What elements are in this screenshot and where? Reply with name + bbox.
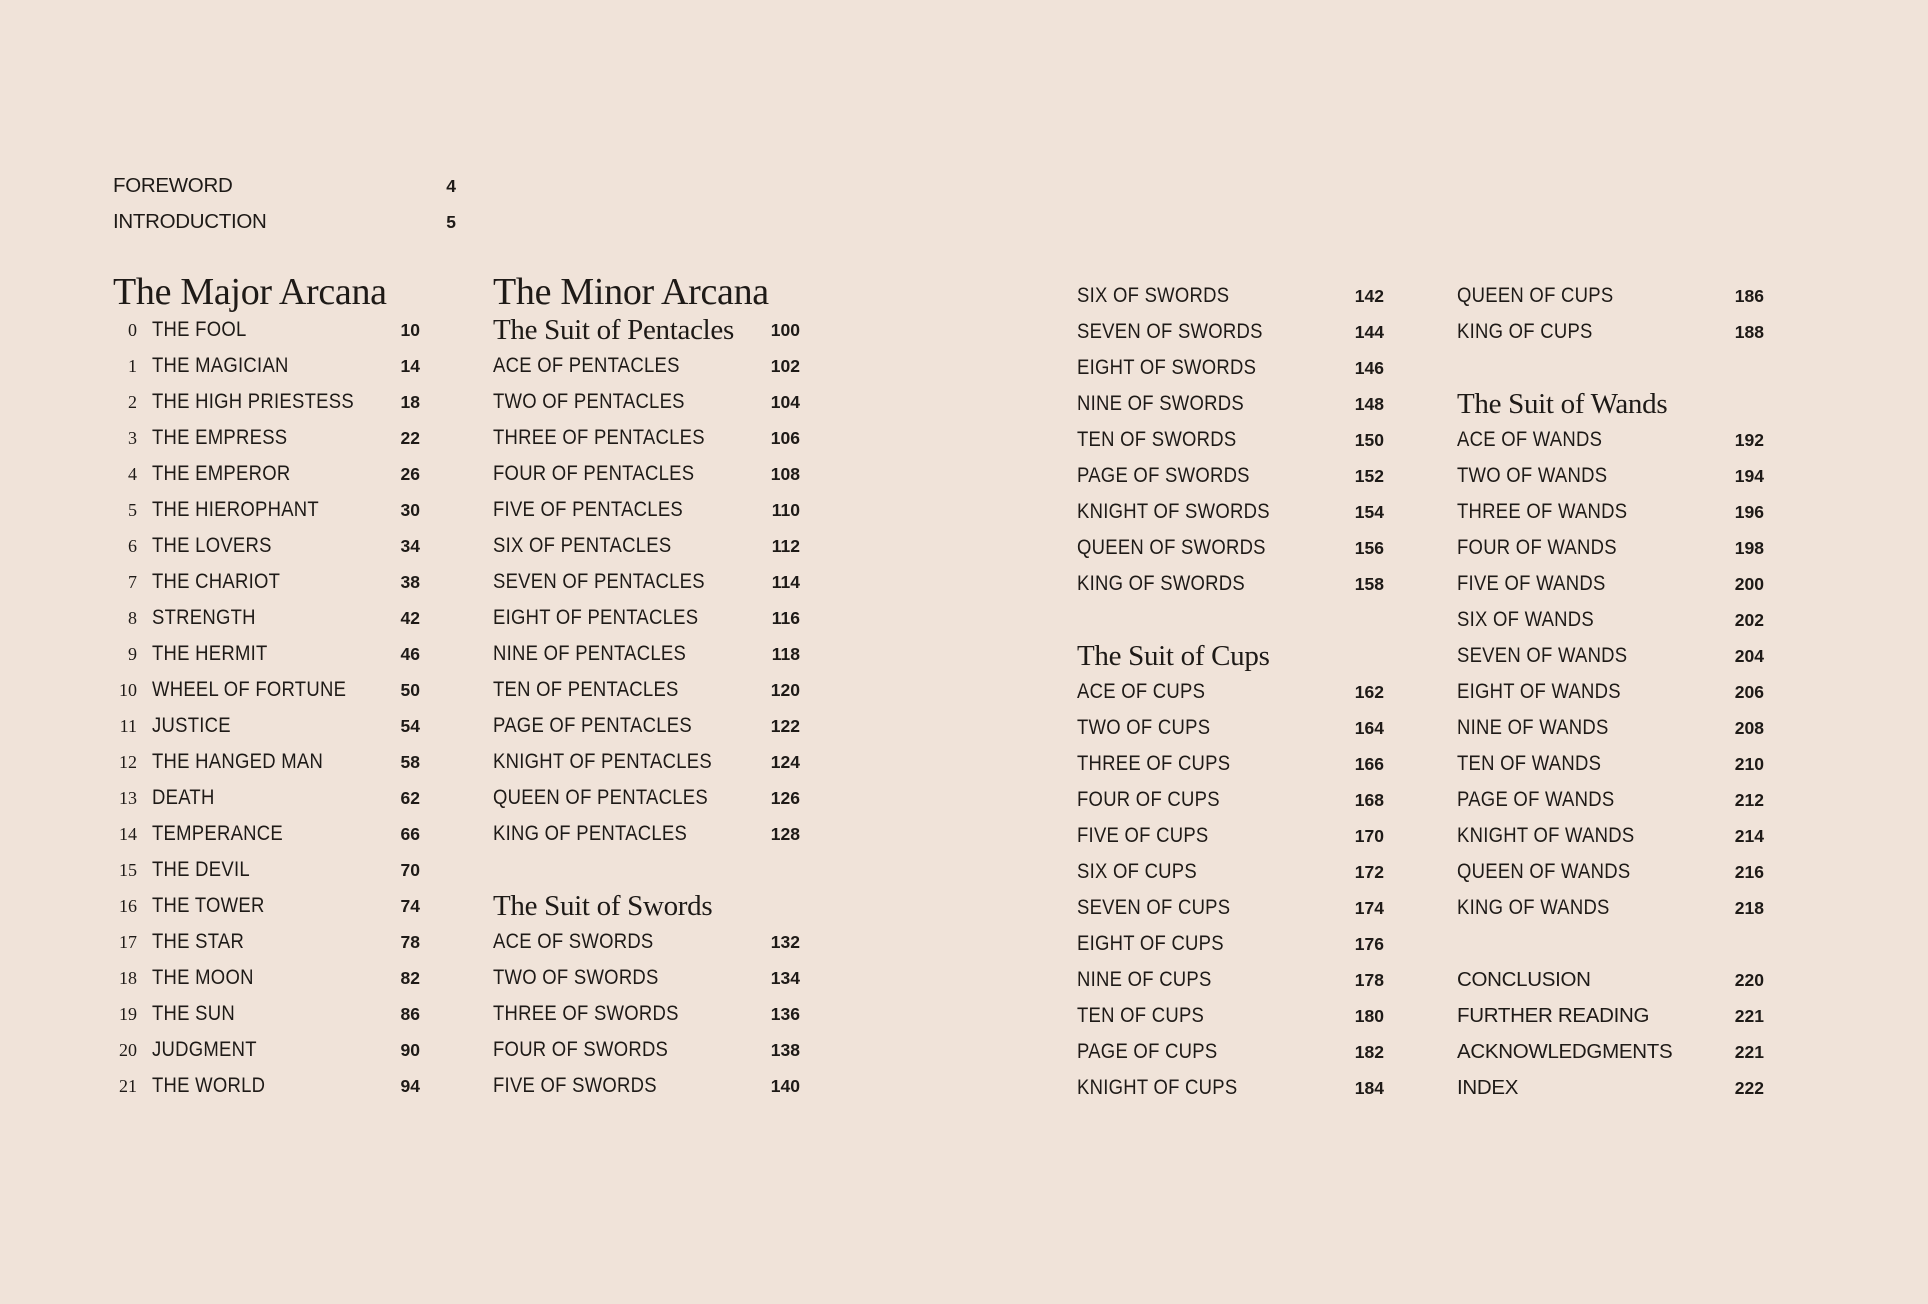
toc-entry-page: 124 bbox=[770, 752, 800, 772]
toc-entry-pentacles[interactable] bbox=[493, 816, 800, 852]
toc-entry-page: 54 bbox=[400, 716, 420, 736]
toc-entry-major[interactable] bbox=[113, 924, 420, 960]
toc-entry-label: ACE OF PENTACLES bbox=[493, 354, 680, 377]
front-matter-list bbox=[113, 168, 456, 240]
toc-entry-page: 208 bbox=[1734, 718, 1764, 738]
toc-entry-page: 128 bbox=[770, 824, 800, 844]
toc-entry-label: PAGE OF PENTACLES bbox=[493, 714, 692, 737]
toc-entry-further-reading[interactable] bbox=[1457, 998, 1764, 1034]
card-number: 12 bbox=[119, 752, 137, 772]
swords-list-part1 bbox=[493, 924, 800, 1104]
toc-entry-cups[interactable] bbox=[1077, 674, 1384, 710]
toc-entry-label: FIVE OF PENTACLES bbox=[493, 498, 684, 521]
toc-entry-page: 132 bbox=[770, 932, 800, 952]
toc-entry-major[interactable] bbox=[113, 312, 420, 348]
toc-entry-page: 156 bbox=[1354, 538, 1384, 558]
toc-entry-major[interactable] bbox=[113, 1032, 420, 1068]
toc-entry-label: THE FOOL bbox=[152, 318, 247, 341]
card-number: 4 bbox=[128, 464, 137, 484]
toc-entry-page: 66 bbox=[400, 824, 420, 844]
toc-entry-page: 86 bbox=[400, 1004, 420, 1024]
toc-entry-page: 18 bbox=[400, 392, 420, 412]
card-number: 16 bbox=[119, 896, 137, 916]
toc-entry-wands[interactable] bbox=[1457, 566, 1764, 602]
toc-entry-pentacles[interactable] bbox=[493, 672, 800, 708]
toc-entry-label: FIVE OF WANDS bbox=[1457, 572, 1606, 595]
toc-entry-page: 34 bbox=[400, 536, 420, 556]
toc-entry-label: SIX OF CUPS bbox=[1077, 860, 1197, 883]
toc-entry-page: 182 bbox=[1354, 1042, 1384, 1062]
toc-entry-page: 46 bbox=[400, 644, 420, 664]
cups-list-part1 bbox=[1077, 674, 1384, 1106]
pentacles-list bbox=[493, 348, 800, 852]
toc-entry-page: 42 bbox=[400, 608, 420, 628]
toc-entry-page: 196 bbox=[1734, 502, 1764, 522]
toc-entry-page: 154 bbox=[1354, 502, 1384, 522]
toc-entry-page: 176 bbox=[1354, 934, 1384, 954]
toc-entry-label: JUSTICE bbox=[152, 714, 231, 737]
toc-entry-label: KNIGHT OF SWORDS bbox=[1077, 500, 1270, 523]
toc-entry-wands[interactable] bbox=[1457, 494, 1764, 530]
toc-entry-wands[interactable] bbox=[1457, 818, 1764, 854]
toc-entry-page: 210 bbox=[1734, 754, 1764, 774]
toc-entry-page: 94 bbox=[400, 1076, 420, 1096]
toc-entry-label: THREE OF PENTACLES bbox=[493, 426, 705, 449]
suit-heading-label: The Suit of Swords bbox=[493, 890, 713, 922]
toc-entry-label: FOUR OF PENTACLES bbox=[493, 462, 695, 485]
toc-entry-page: 82 bbox=[400, 968, 420, 988]
toc-entry-page: 136 bbox=[770, 1004, 800, 1024]
toc-entry-label: KING OF SWORDS bbox=[1077, 572, 1245, 595]
back-matter-list bbox=[1457, 962, 1764, 1106]
toc-entry-wands[interactable] bbox=[1457, 746, 1764, 782]
toc-entry-label: TEN OF CUPS bbox=[1077, 1004, 1205, 1027]
toc-entry-page: 134 bbox=[770, 968, 800, 988]
toc-entry-label: QUEEN OF SWORDS bbox=[1077, 536, 1266, 559]
card-number: 18 bbox=[119, 968, 137, 988]
toc-entry-label: THE WORLD bbox=[152, 1074, 266, 1097]
toc-entry-label: FOUR OF CUPS bbox=[1077, 788, 1220, 811]
toc-entry-page: 144 bbox=[1354, 322, 1384, 342]
toc-entry-label: THREE OF CUPS bbox=[1077, 752, 1231, 775]
toc-entry-label: PAGE OF CUPS bbox=[1077, 1040, 1218, 1063]
toc-entry-label: FIVE OF CUPS bbox=[1077, 824, 1209, 847]
toc-entry-page: 112 bbox=[771, 536, 800, 556]
toc-entry-label: FURTHER READING bbox=[1457, 1004, 1650, 1027]
card-number: 10 bbox=[119, 680, 137, 700]
suit-heading-label: The Suit of Pentacles bbox=[493, 314, 734, 346]
toc-entry-page: 146 bbox=[1354, 358, 1384, 378]
toc-entry-pentacles[interactable] bbox=[493, 744, 800, 780]
toc-entry-page: 204 bbox=[1734, 646, 1764, 666]
toc-entry-label: TEMPERANCE bbox=[152, 822, 283, 845]
toc-entry-major[interactable] bbox=[113, 456, 420, 492]
toc-entry-pentacles[interactable] bbox=[493, 384, 800, 420]
toc-entry-pentacles[interactable] bbox=[493, 492, 800, 528]
toc-entry-label: ACE OF CUPS bbox=[1077, 680, 1206, 703]
minor-arcana-heading: The Minor Arcana bbox=[493, 271, 769, 313]
toc-entry-major[interactable] bbox=[113, 996, 420, 1032]
toc-entry-major[interactable] bbox=[113, 852, 420, 888]
toc-entry-major[interactable] bbox=[113, 348, 420, 384]
toc-entry-page: 106 bbox=[770, 428, 800, 448]
toc-entry-page: 194 bbox=[1734, 466, 1764, 486]
toc-entry-page: 90 bbox=[400, 1040, 420, 1060]
toc-entry-label: STRENGTH bbox=[152, 606, 256, 629]
toc-entry-label: WHEEL OF FORTUNE bbox=[152, 678, 347, 701]
toc-entry-page: 218 bbox=[1734, 898, 1764, 918]
toc-entry-swords[interactable] bbox=[1077, 566, 1384, 602]
toc-entry-wands[interactable] bbox=[1457, 458, 1764, 494]
toc-entry-page: 118 bbox=[771, 644, 800, 664]
toc-entry-major[interactable] bbox=[113, 708, 420, 744]
cups-list-part2 bbox=[1457, 278, 1764, 350]
toc-entry-page: 104 bbox=[770, 392, 800, 412]
toc-entry-page: 152 bbox=[1354, 466, 1384, 486]
toc-entry-label: NINE OF WANDS bbox=[1457, 716, 1609, 739]
toc-entry-major[interactable] bbox=[113, 744, 420, 780]
toc-entry-wands[interactable] bbox=[1457, 638, 1764, 674]
card-number: 8 bbox=[128, 608, 137, 628]
toc-entry-label: THE SUN bbox=[152, 1002, 235, 1025]
card-number: 2 bbox=[128, 392, 137, 412]
toc-entry-foreword[interactable] bbox=[113, 168, 456, 204]
toc-entry-page: 120 bbox=[770, 680, 800, 700]
toc-entry-major[interactable] bbox=[113, 1068, 420, 1104]
toc-entry-label: EIGHT OF WANDS bbox=[1457, 680, 1621, 703]
toc-entry-cups[interactable] bbox=[1077, 1070, 1384, 1106]
toc-entry-page: 168 bbox=[1354, 790, 1384, 810]
toc-entry-swords[interactable] bbox=[1077, 350, 1384, 386]
suit-heading-swords[interactable] bbox=[493, 888, 800, 924]
card-number: 5 bbox=[128, 500, 137, 520]
toc-entry-label: NINE OF CUPS bbox=[1077, 968, 1212, 991]
toc-entry-label: THE STAR bbox=[152, 930, 245, 953]
card-number: 11 bbox=[119, 716, 137, 736]
toc-entry-wands[interactable] bbox=[1457, 674, 1764, 710]
toc-entry-label: THE MAGICIAN bbox=[152, 354, 289, 377]
toc-entry-wands[interactable] bbox=[1457, 422, 1764, 458]
toc-entry-swords[interactable] bbox=[1077, 422, 1384, 458]
toc-entry-swords[interactable] bbox=[493, 1032, 800, 1068]
toc-entry-label: KNIGHT OF PENTACLES bbox=[493, 750, 712, 773]
toc-entry-page: 122 bbox=[770, 716, 800, 736]
toc-entry-label: QUEEN OF CUPS bbox=[1457, 284, 1614, 307]
toc-entry-page: 70 bbox=[400, 860, 420, 880]
toc-entry-cups[interactable] bbox=[1457, 278, 1764, 314]
toc-entry-index[interactable] bbox=[1457, 1070, 1764, 1106]
toc-entry-label: TWO OF PENTACLES bbox=[493, 390, 685, 413]
toc-entry-label: TEN OF WANDS bbox=[1457, 752, 1602, 775]
suit-heading-wands[interactable] bbox=[1457, 386, 1764, 422]
swords-list-part2 bbox=[1077, 278, 1384, 602]
wands-list bbox=[1457, 422, 1764, 926]
toc-entry-cups[interactable] bbox=[1077, 926, 1384, 962]
toc-entry-pentacles[interactable] bbox=[493, 564, 800, 600]
toc-entry-pentacles[interactable] bbox=[493, 780, 800, 816]
card-number: 17 bbox=[119, 932, 137, 952]
toc-entry-page: 216 bbox=[1734, 862, 1764, 882]
toc-entry-wands[interactable] bbox=[1457, 710, 1764, 746]
toc-entry-major[interactable] bbox=[113, 420, 420, 456]
toc-entry-label: SIX OF PENTACLES bbox=[493, 534, 672, 557]
toc-entry-page: 220 bbox=[1734, 970, 1764, 990]
toc-entry-label: PAGE OF WANDS bbox=[1457, 788, 1615, 811]
toc-entry-swords[interactable] bbox=[1077, 458, 1384, 494]
major-arcana-heading: The Major Arcana bbox=[113, 271, 387, 313]
toc-entry-label: KING OF PENTACLES bbox=[493, 822, 688, 845]
toc-entry-page: 58 bbox=[400, 752, 420, 772]
major-arcana-section bbox=[113, 272, 420, 1104]
toc-entry-label: THE HIEROPHANT bbox=[152, 498, 319, 521]
toc-entry-page: 158 bbox=[1354, 574, 1384, 594]
toc-entry-page: 186 bbox=[1734, 286, 1764, 306]
toc-entry-label: THE DEVIL bbox=[152, 858, 250, 881]
toc-entry-page: 180 bbox=[1354, 1006, 1384, 1026]
cups-wands-section bbox=[1457, 278, 1764, 1106]
toc-entry-label: QUEEN OF PENTACLES bbox=[493, 786, 708, 809]
toc-entry-label: NINE OF SWORDS bbox=[1077, 392, 1244, 415]
toc-entry-label: THE EMPEROR bbox=[152, 462, 291, 485]
toc-entry-label: EIGHT OF SWORDS bbox=[1077, 356, 1257, 379]
toc-entry-pentacles[interactable] bbox=[493, 456, 800, 492]
toc-entry-label: THE HANGED MAN bbox=[152, 750, 324, 773]
toc-entry-page: 164 bbox=[1354, 718, 1384, 738]
toc-entry-page: 142 bbox=[1354, 286, 1384, 306]
toc-entry-page: 140 bbox=[770, 1076, 800, 1096]
toc-entry-label: TEN OF PENTACLES bbox=[493, 678, 679, 701]
toc-entry-page: 172 bbox=[1354, 862, 1384, 882]
toc-entry-page: 4 bbox=[446, 176, 456, 196]
toc-entry-swords[interactable] bbox=[493, 924, 800, 960]
toc-entry-page: 30 bbox=[400, 500, 420, 520]
toc-entry-major[interactable] bbox=[113, 816, 420, 852]
toc-entry-page: 102 bbox=[770, 356, 800, 376]
toc-entry-label: THREE OF WANDS bbox=[1457, 500, 1628, 523]
swords-cups-section bbox=[1077, 278, 1384, 1106]
toc-entry-wands[interactable] bbox=[1457, 782, 1764, 818]
toc-entry-pentacles[interactable] bbox=[493, 528, 800, 564]
suit-heading-pentacles[interactable] bbox=[493, 312, 800, 348]
toc-entry-cups[interactable] bbox=[1077, 782, 1384, 818]
card-number: 21 bbox=[119, 1076, 137, 1096]
toc-entry-wands[interactable] bbox=[1457, 530, 1764, 566]
toc-entry-major[interactable] bbox=[113, 888, 420, 924]
toc-entry-page: 162 bbox=[1354, 682, 1384, 702]
toc-entry-label: FOUR OF SWORDS bbox=[493, 1038, 669, 1061]
toc-entry-major[interactable] bbox=[113, 528, 420, 564]
toc-entry-label: FOUR OF WANDS bbox=[1457, 536, 1617, 559]
toc-entry-label: THREE OF SWORDS bbox=[493, 1002, 679, 1025]
toc-entry-major[interactable] bbox=[113, 672, 420, 708]
toc-entry-cups[interactable] bbox=[1077, 890, 1384, 926]
toc-entry-major[interactable] bbox=[113, 600, 420, 636]
toc-entry-label: EIGHT OF PENTACLES bbox=[493, 606, 699, 629]
card-number: 20 bbox=[119, 1040, 137, 1060]
suit-heading-label: The Suit of Wands bbox=[1457, 388, 1668, 420]
toc-entry-page: 221 bbox=[1734, 1006, 1764, 1026]
toc-entry-major[interactable] bbox=[113, 492, 420, 528]
card-number: 13 bbox=[119, 788, 137, 808]
toc-entry-wands[interactable] bbox=[1457, 854, 1764, 890]
toc-entry-cups[interactable] bbox=[1077, 854, 1384, 890]
toc-entry-acknowledgments[interactable] bbox=[1457, 1034, 1764, 1070]
toc-entry-swords[interactable] bbox=[1077, 314, 1384, 350]
toc-entry-major[interactable] bbox=[113, 384, 420, 420]
toc-entry-page: 110 bbox=[771, 500, 800, 520]
toc-entry-label: INTRODUCTION bbox=[113, 210, 267, 233]
toc-entry-swords[interactable] bbox=[1077, 494, 1384, 530]
toc-entry-page: 221 bbox=[1734, 1042, 1764, 1062]
toc-entry-cups[interactable] bbox=[1077, 998, 1384, 1034]
toc-entry-page: 62 bbox=[400, 788, 420, 808]
toc-entry-major[interactable] bbox=[113, 780, 420, 816]
toc-entry-label: ACE OF SWORDS bbox=[493, 930, 654, 953]
toc-entry-page: 198 bbox=[1734, 538, 1764, 558]
toc-entry-pentacles[interactable] bbox=[493, 636, 800, 672]
toc-entry-label: SIX OF WANDS bbox=[1457, 608, 1594, 631]
toc-entry-page: 192 bbox=[1734, 430, 1764, 450]
toc-entry-page: 174 bbox=[1354, 898, 1384, 918]
toc-entry-label: ACE OF WANDS bbox=[1457, 428, 1603, 451]
card-number: 15 bbox=[119, 860, 137, 880]
toc-entry-page: 184 bbox=[1354, 1078, 1384, 1098]
toc-entry-page: 206 bbox=[1734, 682, 1764, 702]
toc-entry-pentacles[interactable] bbox=[493, 708, 800, 744]
toc-entry-label: PAGE OF SWORDS bbox=[1077, 464, 1250, 487]
toc-entry-page: 166 bbox=[1354, 754, 1384, 774]
toc-entry-pentacles[interactable] bbox=[493, 420, 800, 456]
toc-entry-page: 108 bbox=[770, 464, 800, 484]
toc-entry-cups[interactable] bbox=[1077, 1034, 1384, 1070]
toc-entry-conclusion[interactable] bbox=[1457, 962, 1764, 998]
toc-entry-page: 22 bbox=[400, 428, 420, 448]
toc-entry-page: 26 bbox=[400, 464, 420, 484]
toc-entry-label: CONCLUSION bbox=[1457, 968, 1591, 991]
toc-entry-label: KING OF CUPS bbox=[1457, 320, 1593, 343]
toc-entry-label: SEVEN OF CUPS bbox=[1077, 896, 1231, 919]
toc-entry-label: SEVEN OF WANDS bbox=[1457, 644, 1628, 667]
toc-entry-label: SEVEN OF SWORDS bbox=[1077, 320, 1263, 343]
toc-entry-major[interactable] bbox=[113, 636, 420, 672]
toc-entry-cups[interactable] bbox=[1457, 314, 1764, 350]
toc-entry-label: TEN OF SWORDS bbox=[1077, 428, 1237, 451]
toc-entry-page: 170 bbox=[1354, 826, 1384, 846]
toc-entry-label: ACKNOWLEDGMENTS bbox=[1457, 1040, 1673, 1063]
toc-entry-label: THE HIGH PRIESTESS bbox=[152, 390, 354, 413]
card-number: 14 bbox=[119, 824, 137, 844]
toc-entry-label: SIX OF SWORDS bbox=[1077, 284, 1230, 307]
toc-entry-page: 178 bbox=[1354, 970, 1384, 990]
card-number: 1 bbox=[128, 356, 137, 376]
toc-entry-page: 138 bbox=[770, 1040, 800, 1060]
card-number: 6 bbox=[128, 536, 137, 556]
suit-heading-label: The Suit of Cups bbox=[1077, 640, 1270, 672]
toc-entry-label: THE EMPRESS bbox=[152, 426, 288, 449]
toc-entry-swords[interactable] bbox=[493, 996, 800, 1032]
toc-entry-label: INDEX bbox=[1457, 1076, 1519, 1099]
toc-entry-label: TWO OF CUPS bbox=[1077, 716, 1211, 739]
toc-entry-label: KING OF WANDS bbox=[1457, 896, 1610, 919]
toc-entry-label: TWO OF SWORDS bbox=[493, 966, 659, 989]
toc-entry-label: FOREWORD bbox=[113, 174, 233, 197]
toc-entry-cups[interactable] bbox=[1077, 710, 1384, 746]
toc-entry-page: 14 bbox=[400, 356, 420, 376]
toc-entry-page: 212 bbox=[1734, 790, 1764, 810]
toc-entry-label: THE CHARIOT bbox=[152, 570, 281, 593]
toc-entry-page: 74 bbox=[400, 896, 420, 916]
toc-entry-wands[interactable] bbox=[1457, 890, 1764, 926]
toc-entry-swords[interactable] bbox=[1077, 278, 1384, 314]
toc-entry-page: 116 bbox=[771, 608, 800, 628]
card-number: 9 bbox=[128, 644, 137, 664]
toc-entry-label: THE HERMIT bbox=[152, 642, 268, 665]
toc-entry-page: 148 bbox=[1354, 394, 1384, 414]
major-arcana-list bbox=[113, 312, 420, 1104]
toc-entry-major[interactable] bbox=[113, 960, 420, 996]
toc-entry-introduction[interactable] bbox=[113, 204, 456, 240]
toc-entry-label: EIGHT OF CUPS bbox=[1077, 932, 1224, 955]
toc-entry-cups[interactable] bbox=[1077, 818, 1384, 854]
card-number: 7 bbox=[128, 572, 137, 592]
toc-entry-label: THE MOON bbox=[152, 966, 254, 989]
toc-entry-swords[interactable] bbox=[1077, 530, 1384, 566]
suit-heading-cups[interactable] bbox=[1077, 638, 1384, 674]
toc-entry-label: TWO OF WANDS bbox=[1457, 464, 1608, 487]
toc-entry-swords[interactable] bbox=[493, 1068, 800, 1104]
toc-entry-page: 126 bbox=[770, 788, 800, 808]
toc-entry-label: NINE OF PENTACLES bbox=[493, 642, 687, 665]
toc-entry-label: THE TOWER bbox=[152, 894, 265, 917]
toc-entry-page: 100 bbox=[770, 320, 800, 340]
toc-entry-label: DEATH bbox=[152, 786, 215, 809]
minor-arcana-section bbox=[493, 272, 800, 1104]
toc-entry-page: 222 bbox=[1734, 1078, 1764, 1098]
toc-entry-pentacles[interactable] bbox=[493, 600, 800, 636]
toc-entry-label: THE LOVERS bbox=[152, 534, 272, 557]
toc-entry-page: 5 bbox=[446, 212, 456, 232]
toc-entry-page: 50 bbox=[400, 680, 420, 700]
toc-entry-major[interactable] bbox=[113, 564, 420, 600]
toc-entry-page: 188 bbox=[1734, 322, 1764, 342]
toc-entry-page: 114 bbox=[771, 572, 800, 592]
card-number: 3 bbox=[128, 428, 137, 448]
toc-entry-page: 202 bbox=[1734, 610, 1764, 630]
toc-entry-page: 38 bbox=[400, 572, 420, 592]
toc-entry-swords[interactable] bbox=[493, 960, 800, 996]
toc-entry-label: KNIGHT OF WANDS bbox=[1457, 824, 1635, 847]
card-number: 19 bbox=[119, 1004, 137, 1024]
toc-entry-wands[interactable] bbox=[1457, 602, 1764, 638]
toc-entry-page: 10 bbox=[400, 320, 420, 340]
toc-entry-label: JUDGMENT bbox=[152, 1038, 257, 1061]
toc-entry-pentacles[interactable] bbox=[493, 348, 800, 384]
toc-entry-page: 150 bbox=[1354, 430, 1384, 450]
toc-entry-label: KNIGHT OF CUPS bbox=[1077, 1076, 1238, 1099]
toc-entry-page: 78 bbox=[400, 932, 420, 952]
toc-entry-label: SEVEN OF PENTACLES bbox=[493, 570, 705, 593]
toc-entry-swords[interactable] bbox=[1077, 386, 1384, 422]
toc-entry-label: QUEEN OF WANDS bbox=[1457, 860, 1631, 883]
toc-entry-label: FIVE OF SWORDS bbox=[493, 1074, 657, 1097]
toc-entry-cups[interactable] bbox=[1077, 746, 1384, 782]
card-number: 0 bbox=[128, 320, 137, 340]
toc-entry-page: 214 bbox=[1734, 826, 1764, 846]
toc-entry-cups[interactable] bbox=[1077, 962, 1384, 998]
toc-entry-page: 200 bbox=[1734, 574, 1764, 594]
